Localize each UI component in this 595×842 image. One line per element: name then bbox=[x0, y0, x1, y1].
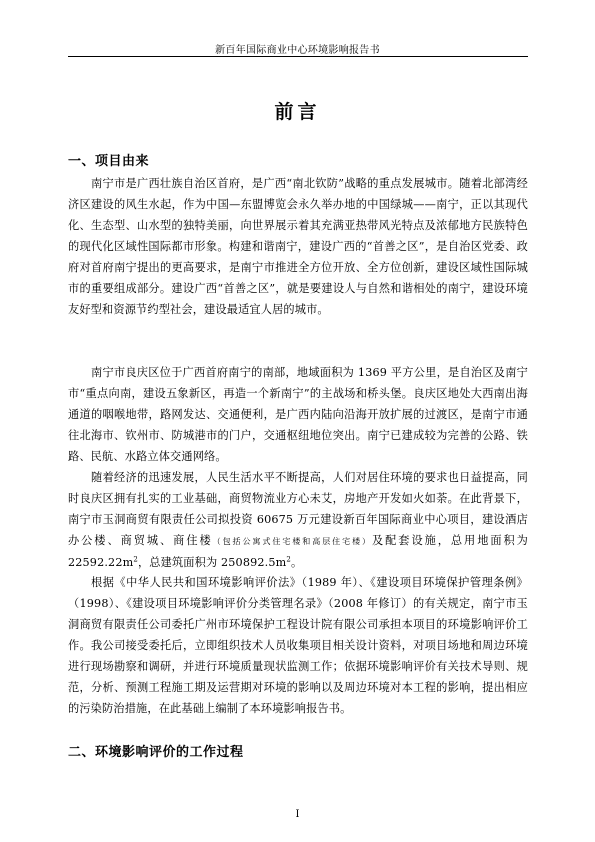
superscript-1: 2 bbox=[133, 555, 138, 564]
page-number: I bbox=[295, 809, 300, 820]
paragraph-3 bbox=[68, 467, 528, 573]
header-rule bbox=[68, 56, 528, 57]
paragraph-2: 南宁市良庆区位于广西首府南宁的南部，地域面积为 1369 平方公里，是自治区及南宁市“重点向南，建设五象新区，再造一个新南宁”的主战场和桥头堡。良庆区地处大西南出海通道的咽喉地带，路网发达、交通便利，是广西内陆向沿海开放扩展的过渡区，是南宁市通往北海市、钦州市、防城港市的门户，交通枢纽地位突出。南宁已建成较为完善的公路、铁路、民航、水路立体交通网络。 bbox=[68, 366, 528, 463]
paragraph-3-text-b: 及配套设施，总用地面积为 22592.22m bbox=[68, 534, 528, 569]
paragraph-3-note: （包括公寓式住宅楼和高层住宅楼） bbox=[212, 537, 373, 546]
section-heading-1: 一、项目由来 bbox=[68, 154, 150, 169]
running-header: 新百年国际商业中心环境影响报告书 bbox=[215, 45, 380, 56]
page-title: 前言 bbox=[274, 101, 321, 123]
paragraph-3-text-a: 随着经济的迅速发展，人民生活水平不断提高，人们对居住环境的要求也日益提高，同时良庆区拥有扎实的工业基础，商贸物流业方心未艾，房地产开发如火如荼。在此背景下，南宁市玉洞商贸有限责任公司拟投资 60675 万元建设新百年国际商业中心项目，建设酒店办公楼、商贸城、商住楼 bbox=[68, 471, 528, 547]
paragraph-3-text-d: 。 bbox=[290, 556, 303, 569]
paragraph-1: 南宁市是广西壮族自治区首府，是广西“南北钦防”战略的重点发展城市。随着北部湾经济区建设的风生水起，作为中国—东盟博览会永久举办地的中国绿城——南宁，正以其现代化、生态型、山水型的独特美丽，向世界展示着其充满亚热带风光特点及浓郁地方民族特色的现代化区域性国际都市形象。构建和谐南宁，建设广西的“首善之区”，是自治区党委、政府对首府南宁提出的更高要求，是南宁市推进全方位开放、全方位创新，建设区域性国际城市的重要组成部分。建设广西“首善之区”，就是要建设人与自然和谐相处的南宁，建设环境友好型和资源节约型社会，建设最适宜人居的城市。 bbox=[68, 177, 528, 316]
section-heading-2: 二、环境影响评价的工作过程 bbox=[68, 745, 244, 760]
paragraph-4: 根据《中华人民共和国环境影响评价法》（1989 年）、《建设项目环境保护管理条例》（1998）、《建设项目环境影响评价分类管理名录》（2008 年修订）的有关规定，南宁市玉洞商贸有限责任公司委托广州市环境保护工程设计院有限公司承担本项目的环境影响评价工作。我公司接受委托后，立即组织技术人员收集项目相关设计资料，对项目场地和周边环境进行现场勘察和调研，并进行环境质量现状监测工作；依据环境影响评价有关技术导则、规范，分析、预测工程施工期及运营期对环境的影响以及周边环境对本工程的影响，提出相应的污染防治措施，在此基础上编制了本环境影响报告书。 bbox=[68, 576, 528, 715]
superscript-2: 2 bbox=[286, 555, 291, 564]
paragraph-3-text-c: ，总建筑面积为 250892.5m bbox=[137, 556, 287, 569]
